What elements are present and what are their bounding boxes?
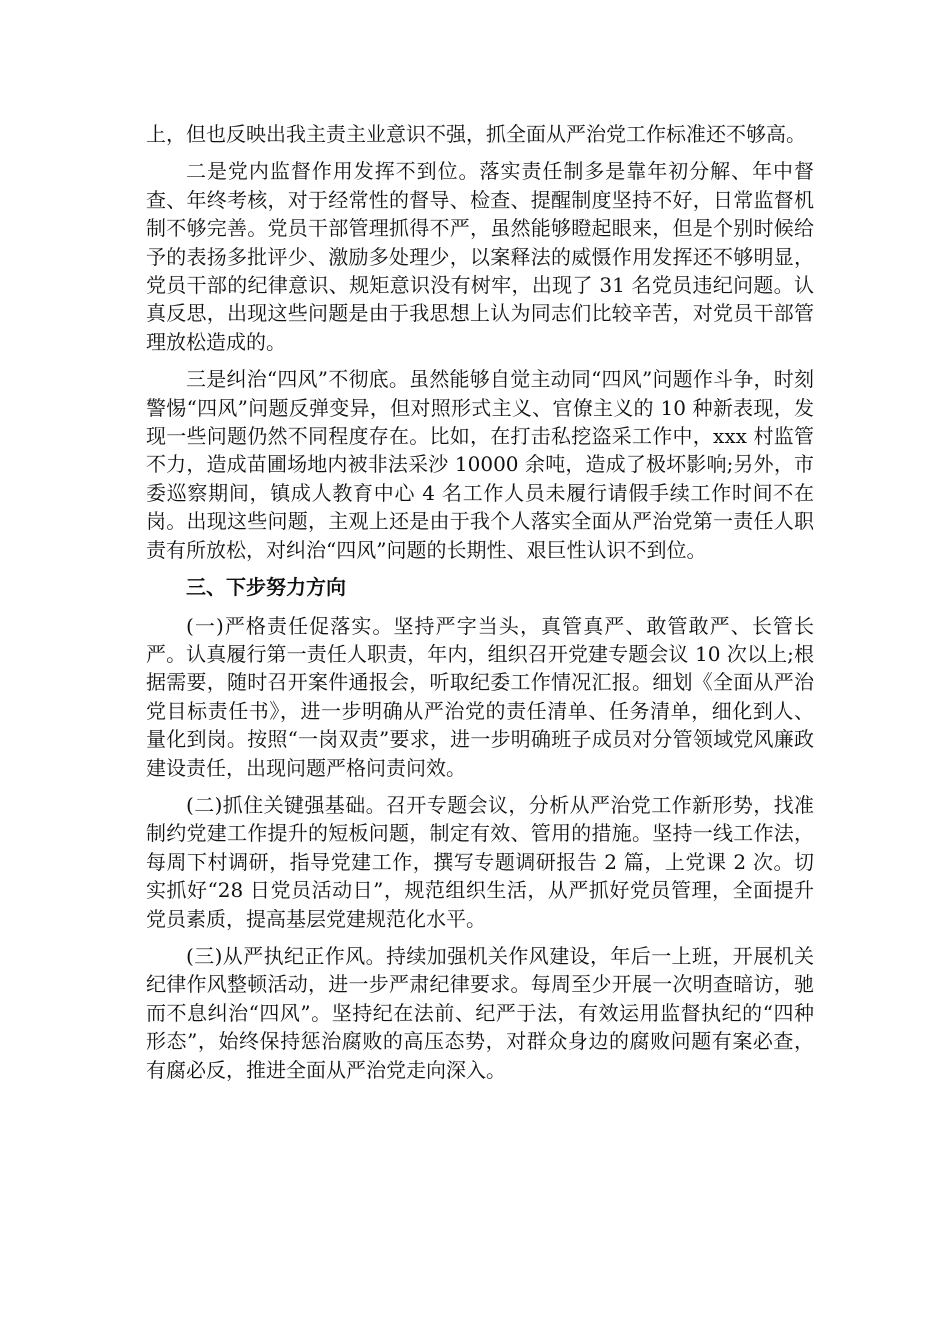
- paragraph-four-winds: 三是纠治“四风”不彻底。虽然能够自觉主动同“四风”问题作斗争，时刻警惕“四风”问题反弹变异，但对照形式主义、官僚主义的 10 种新表现，发现一些问题仍然不同程度存在。比如，在打击私挖盗采工作中，xxx 村监管不力，造成苗圃场地内被非法采沙 10000 余吨，造成了极坏影响;另外，市委巡察期间，镇成人教育中心 4 名工作人员未履行请假手续工作时间不在岗。出现这些问题，主观上还是由于我个人落实全面从严治党第一责任人职责有所放松，对纠治“四风”问题的长期性、艰巨性认识不到位。: [146, 367, 814, 562]
- paragraph-foundation: (二)抓住关键强基础。召开专题会议，分析从严治党工作新形势，找准制约党建工作提升的短板问题，制定有效、管用的措施。坚持一线工作法，每周下村调研，指导党建工作，撰写专题调研报告 2 篇，上党课 2 次。切实抓好“28 日党员活动日”，规范组织生活，从严抓好党员管理，全面提升党员素质，提高基层党建规范化水平。: [146, 792, 814, 931]
- section-heading: 三、下步努力方向: [186, 575, 346, 600]
- document-page: [146, 120, 814, 1093]
- paragraph-supervision: 二是党内监督作用发挥不到位。落实责任制多是靠年初分解、年中督查、年终考核，对于经常性的督导、检查、提醒制度坚持不好，日常监督机制不够完善。党员干部管理抓得不严，虽然能够瞪起眼来，但是个别时候给予的表扬多批评少、激励多处理少，以案释法的威慑作用发挥还不够明显，党员干部的纪律意识、规矩意识没有树牢，出现了 31 名党员违纪问题。认真反思，出现这些问题是由于我思想上认为同志们比较辛苦，对党员干部管理放松造成的。: [146, 159, 814, 354]
- paragraph-discipline: (三)从严执纪正作风。持续加强机关作风建设，年后一上班，开展机关纪律作风整顿活动，进一步严肃纪律要求。每周至少开展一次明查暗访，驰而不息纠治“四风”。坚持纪在法前、纪严于法，有效运用监督执纪的“四种形态”，始终保持惩治腐败的高压态势，对群众身边的腐败问题有案必查，有腐必反，推进全面从严治党走向深入。: [146, 943, 814, 1082]
- paragraph-continuation: 上，但也反映出我主责主业意识不强，抓全面从严治党工作标准还不够高。: [146, 122, 806, 146]
- paragraph-responsibility: (一)严格责任促落实。坚持严字当头，真管真严、敢管敢严、长管长严。认真履行第一责任人职责，年内，组织召开党建专题会议 10 次以上;根据需要，随时召开案件通报会，听取纪委工作情况汇报。细划《全面从严治党目标责任书》，进一步明确从严治党的责任清单、任务清单，细化到人、量化到岗。按照“一岗双责”要求，进一步明确班子成员对分管领域党风廉政建设责任，出现问题严格问责问效。: [146, 613, 814, 780]
